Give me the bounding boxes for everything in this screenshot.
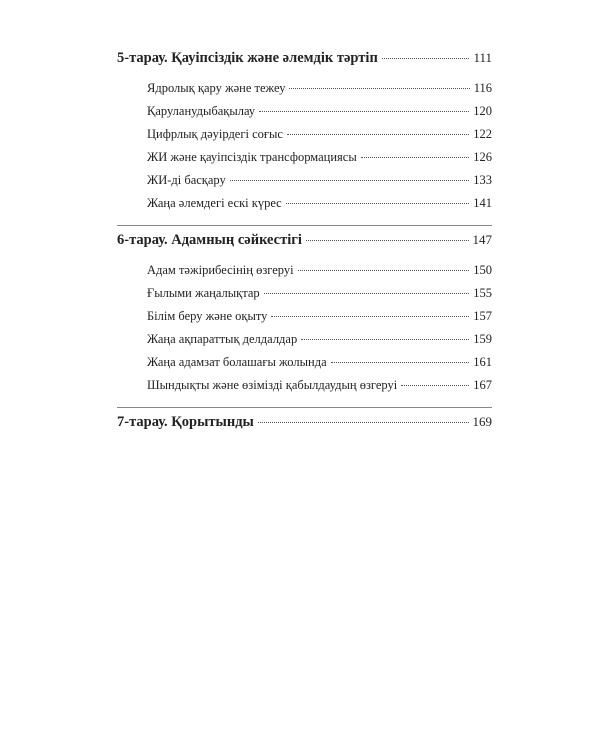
dot-leader	[289, 88, 469, 89]
toc-entry[interactable]	[117, 286, 492, 309]
toc-chapter-5[interactable]	[117, 50, 492, 77]
toc-chapter-7[interactable]	[117, 414, 492, 441]
entry-page-number: 133	[473, 173, 492, 187]
entry-page-number: 122	[473, 127, 492, 141]
entry-page-number: 167	[473, 378, 492, 392]
dot-leader	[230, 180, 469, 181]
dot-leader	[264, 293, 470, 294]
toc-entry[interactable]	[117, 378, 492, 401]
entry-page-number: 126	[473, 150, 492, 164]
chapter-6-entries	[117, 259, 492, 401]
entry-page-number: 141	[473, 196, 492, 210]
section-divider	[117, 407, 492, 408]
dot-leader	[361, 157, 470, 158]
dot-leader	[287, 134, 469, 135]
entry-title: Жаңа адамзат болашағы жолында	[147, 355, 327, 369]
dot-leader	[259, 111, 469, 112]
toc-entry[interactable]	[117, 150, 492, 173]
toc-entry[interactable]	[117, 81, 492, 104]
entry-page-number: 157	[473, 309, 492, 323]
entry-page-number: 120	[473, 104, 492, 118]
dot-leader	[382, 58, 470, 59]
entry-title: ЖИ және қауіпсіздік трансформациясы	[147, 150, 357, 164]
chapter-page-number: 169	[472, 414, 492, 429]
entry-page-number: 116	[473, 81, 492, 95]
dot-leader	[298, 270, 470, 271]
entry-title: Білім беру және оқыту	[147, 309, 268, 323]
entry-title: Жаңа әлемдегі ескі күрес	[147, 196, 282, 210]
section-divider	[117, 225, 492, 226]
toc-entry[interactable]	[117, 196, 492, 219]
entry-title: Жаңа ақпараттық делдалдар	[147, 332, 298, 346]
entry-title: Адам тәжірибесінің өзгеруі	[147, 263, 294, 277]
toc-entry[interactable]	[117, 104, 492, 127]
chapter-title: 6-тарау. Адамның сәйкестігі	[117, 232, 302, 248]
chapter-page-number: 111	[473, 50, 492, 65]
dot-leader	[306, 240, 469, 241]
dot-leader	[258, 422, 469, 423]
entry-title: Шындықты және өзімізді қабылдаудың өзгеруі	[147, 378, 398, 392]
entry-page-number: 150	[473, 263, 492, 277]
toc-entry[interactable]	[117, 127, 492, 150]
dot-leader	[286, 203, 470, 204]
chapter-title: 7-тарау. Қорытынды	[117, 414, 254, 430]
dot-leader	[301, 339, 469, 340]
entry-page-number: 155	[473, 286, 492, 300]
toc-entry[interactable]	[117, 309, 492, 332]
entry-title: ЖИ-ді басқару	[147, 173, 226, 187]
entry-title: Қаруланудыбақылау	[147, 104, 256, 118]
table-of-contents	[117, 50, 492, 441]
entry-title: Ғылыми жаңалықтар	[147, 286, 260, 300]
dot-leader	[401, 385, 469, 386]
entry-title: Цифрлық дәуірдегі соғыс	[147, 127, 283, 141]
chapter-5-entries	[117, 77, 492, 219]
chapter-page-number: 147	[472, 232, 492, 247]
entry-page-number: 159	[473, 332, 492, 346]
toc-entry[interactable]	[117, 355, 492, 378]
chapter-title: 5-тарау. Қауіпсіздік және әлемдік тәртіп	[117, 50, 378, 66]
toc-entry[interactable]	[117, 263, 492, 286]
toc-entry[interactable]	[117, 173, 492, 196]
toc-chapter-6[interactable]	[117, 232, 492, 259]
toc-entry[interactable]	[117, 332, 492, 355]
entry-page-number: 161	[473, 355, 492, 369]
entry-title: Ядролық қару және тежеу	[147, 81, 286, 95]
dot-leader	[271, 316, 469, 317]
dot-leader	[331, 362, 470, 363]
